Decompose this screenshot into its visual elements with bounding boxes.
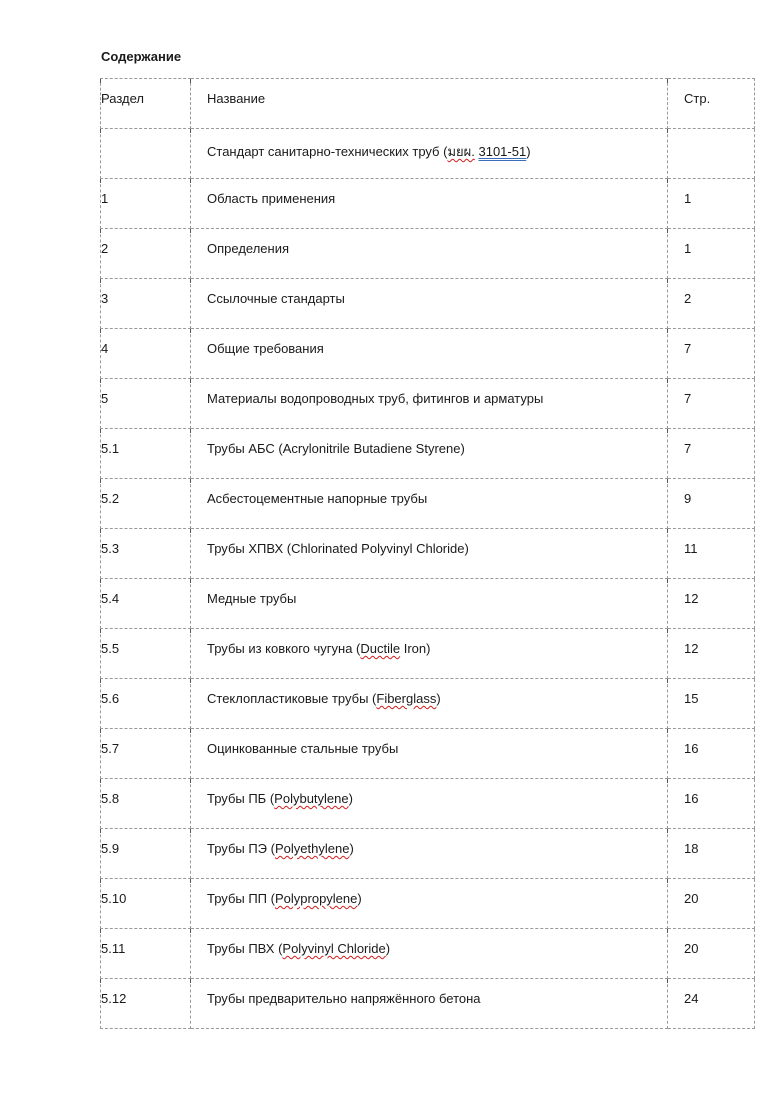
page-cell	[668, 529, 755, 579]
table-row	[101, 729, 755, 779]
name-cell	[191, 279, 668, 329]
section-cell	[101, 379, 191, 429]
table-row	[101, 779, 755, 829]
intro-title-end: )	[526, 144, 531, 159]
section-title	[207, 791, 353, 806]
name-cell	[191, 379, 668, 429]
name-cell	[191, 329, 668, 379]
page-cell	[668, 229, 755, 279]
section-number: 5.6	[101, 691, 120, 706]
section-title: Определения	[207, 241, 290, 256]
section-title: Материалы водопроводных труб, фитингов и арматуры	[207, 391, 544, 406]
page-number: 11	[684, 541, 698, 556]
page-cell	[668, 179, 755, 229]
name-cell	[191, 529, 668, 579]
table-row	[101, 579, 755, 629]
name-cell	[191, 579, 668, 629]
table-row	[101, 879, 755, 929]
section-title: Медные трубы	[207, 591, 297, 606]
section-title	[207, 641, 430, 656]
name-cell	[191, 729, 668, 779]
section-title-end: Iron)	[400, 641, 431, 656]
table-row	[101, 279, 755, 329]
section-number: 4	[101, 341, 109, 356]
section-cell	[101, 779, 191, 829]
name-cell	[191, 429, 668, 479]
section-title: Трубы ХПВХ (Chlorinated Polyvinyl Chloride)	[207, 541, 469, 556]
section-title: Асбестоцементные напорные трубы	[207, 491, 428, 506]
intro-title-start: Стандарт санитарно-технических труб (	[207, 144, 448, 159]
name-cell	[191, 229, 668, 279]
section-title-term: Polypropylene	[274, 891, 358, 906]
page-cell	[668, 329, 755, 379]
page-number: 15	[684, 691, 699, 706]
section-title: Трубы предварительно напряжённого бетона	[207, 991, 481, 1006]
page-cell	[668, 879, 755, 929]
section-cell	[101, 679, 191, 729]
section-title-end: )	[436, 691, 441, 706]
header-page-cell	[668, 79, 755, 129]
page-number: 9	[684, 491, 692, 506]
section-title	[207, 691, 441, 706]
section-cell	[101, 629, 191, 679]
header-page-label: Стр.	[684, 91, 711, 106]
name-cell	[191, 479, 668, 529]
section-title-start: Трубы ПБ (	[207, 791, 275, 806]
section-number: 5.2	[101, 491, 120, 506]
page-number: 20	[684, 941, 699, 956]
section-title-end: )	[349, 841, 354, 856]
table-of-contents	[100, 78, 755, 1029]
page-number: 7	[684, 391, 692, 406]
page-cell	[668, 429, 755, 479]
section-number: 5.1	[101, 441, 120, 456]
section-cell	[101, 429, 191, 479]
section-title	[207, 941, 390, 956]
section-cell	[101, 929, 191, 979]
page-cell	[668, 629, 755, 679]
page-number: 12	[684, 641, 699, 656]
page-cell	[668, 279, 755, 329]
section-cell	[101, 829, 191, 879]
section-title: Оцинкованные стальные трубы	[207, 741, 399, 756]
section-cell	[101, 879, 191, 929]
section-title-start: Трубы ПП (	[207, 891, 275, 906]
section-title-start: Трубы из ковкого чугуна (	[207, 641, 361, 656]
page-number: 2	[684, 291, 692, 306]
name-cell	[191, 779, 668, 829]
section-number: 5.7	[101, 741, 120, 756]
section-title-end: )	[357, 891, 362, 906]
page-cell	[668, 729, 755, 779]
section-number: 5.4	[101, 591, 120, 606]
section-title: Область применения	[207, 191, 336, 206]
section-number: 5	[101, 391, 109, 406]
intro-page-cell	[668, 129, 755, 179]
section-title-end: )	[385, 941, 391, 956]
section-title: Ссылочные стандарты	[207, 291, 345, 306]
name-cell	[191, 829, 668, 879]
table-header-row	[101, 79, 755, 129]
section-title: Трубы АБС (Acrylonitrile Butadiene Styrene)	[207, 441, 465, 456]
section-cell	[101, 479, 191, 529]
section-number: 2	[101, 241, 109, 256]
section-number: 5.9	[101, 841, 120, 856]
section-cell	[101, 579, 191, 629]
header-section-cell	[101, 79, 191, 129]
intro-section-cell	[101, 129, 191, 179]
name-cell	[191, 629, 668, 679]
table-row	[101, 929, 755, 979]
document-heading: Содержание	[101, 49, 182, 64]
page-number: 1	[684, 191, 692, 206]
section-number: 5.10	[101, 891, 127, 906]
section-number: 1	[101, 191, 109, 206]
section-title-start: Стеклопластиковые трубы (	[207, 691, 377, 706]
intro-title-code: มยผ.	[447, 144, 475, 159]
section-number: 5.3	[101, 541, 120, 556]
table-row	[101, 529, 755, 579]
section-cell	[101, 229, 191, 279]
section-title-term: Polyvinyl Chloride	[282, 941, 386, 956]
section-title-term: Fiberglass	[376, 691, 437, 706]
page-number: 16	[684, 791, 699, 806]
page-cell	[668, 979, 755, 1029]
section-cell	[101, 279, 191, 329]
table-row	[101, 229, 755, 279]
table-row	[101, 829, 755, 879]
name-cell	[191, 879, 668, 929]
table-row	[101, 679, 755, 729]
page-number: 20	[684, 891, 699, 906]
section-cell	[101, 979, 191, 1029]
section-title-term: Polyethylene	[274, 841, 350, 856]
section-number: 5.11	[101, 941, 126, 956]
section-cell	[101, 329, 191, 379]
section-cell	[101, 179, 191, 229]
name-cell	[191, 679, 668, 729]
page-cell	[668, 479, 755, 529]
section-title	[207, 891, 362, 906]
section-title-start: Трубы ПЭ (	[207, 841, 275, 856]
section-title	[207, 841, 354, 856]
section-number: 5.12	[101, 991, 127, 1006]
intro-name-cell	[191, 129, 668, 179]
table-row	[101, 979, 755, 1029]
section-cell	[101, 529, 191, 579]
intro-title	[207, 141, 531, 162]
name-cell	[191, 179, 668, 229]
page-number: 7	[684, 341, 692, 356]
table-row	[101, 379, 755, 429]
page-cell	[668, 779, 755, 829]
page-cell	[668, 379, 755, 429]
section-cell	[101, 729, 191, 779]
section-title-end: )	[348, 791, 353, 806]
page-number: 16	[684, 741, 699, 756]
table-row	[101, 179, 755, 229]
section-title: Общие требования	[207, 341, 324, 356]
name-cell	[191, 979, 668, 1029]
section-title-term: Ductile	[360, 641, 401, 656]
page-cell	[668, 929, 755, 979]
table-row	[101, 329, 755, 379]
section-title-start: Трубы ПВХ (	[207, 941, 283, 956]
section-number: 5.5	[101, 641, 120, 656]
page-number: 7	[684, 441, 692, 456]
header-name-label: Название	[207, 91, 266, 106]
table-row	[101, 429, 755, 479]
page-cell	[668, 829, 755, 879]
section-number: 5.8	[101, 791, 120, 806]
page-number: 24	[684, 991, 699, 1006]
intro-row	[101, 129, 755, 179]
section-title-term: Polybutylene	[274, 791, 349, 806]
name-cell	[191, 929, 668, 979]
intro-title-number: 3101-51	[478, 144, 527, 159]
header-name-cell	[191, 79, 668, 129]
header-section-label: Раздел	[101, 91, 144, 106]
table-row	[101, 479, 755, 529]
section-number: 3	[101, 291, 109, 306]
page-number: 1	[684, 241, 692, 256]
page-cell	[668, 679, 755, 729]
page-number: 18	[684, 841, 699, 856]
page-number: 12	[684, 591, 699, 606]
table-row	[101, 629, 755, 679]
page-cell	[668, 579, 755, 629]
